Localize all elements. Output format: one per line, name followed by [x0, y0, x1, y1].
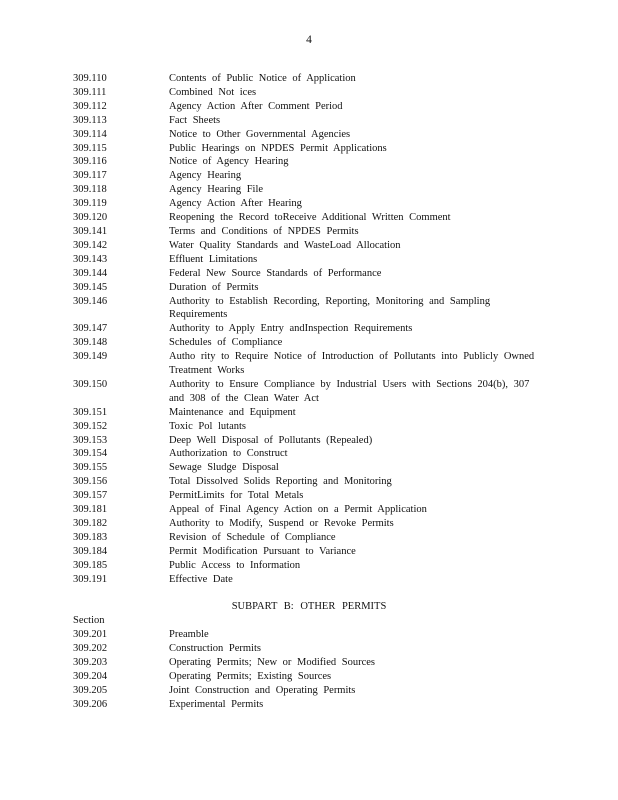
toc-row	[0, 489, 618, 503]
section-number: 309.120	[73, 212, 108, 224]
toc-row	[0, 281, 618, 295]
section-title: Agency Hearing	[169, 170, 242, 182]
section-number: 309.115	[73, 142, 107, 154]
section-title: Preamble	[169, 629, 209, 640]
section-number: 309.113	[73, 114, 107, 126]
section-title: Total Dissolved Solids Reporting and Monitoring	[169, 476, 392, 488]
section-title: Joint Construction and Operating Permits	[169, 684, 356, 696]
section-title: Notice to Other Governmental Agencies	[169, 128, 351, 140]
section-number: 309.143	[73, 253, 108, 265]
toc-row	[0, 684, 618, 698]
toc-row	[0, 461, 618, 475]
toc-row	[0, 253, 618, 267]
section-number: 309.204	[73, 670, 108, 682]
section-title: Public Hearings on NPDES Permit Applications	[169, 142, 387, 154]
toc-row	[0, 267, 618, 281]
toc-row	[0, 434, 618, 448]
toc-row	[0, 573, 618, 587]
section-number: 309.147	[73, 323, 108, 335]
toc-row	[0, 531, 618, 545]
toc-row	[0, 114, 618, 128]
toc-row	[0, 475, 618, 489]
section-title: Operating Permits; New or Modified Sources	[169, 656, 376, 668]
toc-row	[0, 698, 618, 712]
toc-row	[0, 128, 618, 142]
section-number: 309.154	[73, 448, 108, 460]
toc-row	[0, 642, 618, 656]
section-number: 309.203	[73, 656, 108, 668]
toc-row	[0, 86, 618, 100]
section-number: 309.156	[73, 476, 108, 488]
section-title: Autho rity to Require Notice of Introduction of Pollutants into Publicly Owned Treatment Works	[169, 351, 535, 377]
section-number: 309.191	[73, 573, 108, 585]
toc-row	[0, 406, 618, 420]
section-number: 309.111	[73, 86, 107, 98]
section-number: 309.141	[73, 225, 108, 237]
section-title: Agency Action After Hearing	[169, 198, 302, 210]
section-number: 309.183	[73, 531, 108, 543]
section-title: Operating Permits; Existing Sources	[169, 670, 332, 682]
section-title: Revision of Schedule of Compliance	[169, 531, 336, 543]
section-number: 309.184	[73, 545, 108, 557]
toc-row	[0, 100, 618, 114]
toc-row	[0, 670, 618, 684]
section-number: 309.114	[73, 128, 107, 140]
section-title: Appeal of Final Agency Action on a Permit Application	[169, 504, 427, 516]
section-number: 309.155	[73, 462, 108, 474]
section-title: Effective Date	[169, 573, 233, 585]
section-title: Combined Not ices	[169, 86, 257, 98]
section-title: Reopening the Record toReceive Additional Written Comment	[169, 212, 451, 224]
section-title: Public Access to Information	[169, 559, 301, 571]
section-number: 309.112	[73, 100, 107, 112]
section-title: Notice of Agency Hearing	[169, 156, 289, 168]
section-number: 309.110	[73, 73, 107, 84]
section-number: 309.119	[73, 198, 107, 210]
toc-row	[0, 322, 618, 336]
section-number: 309.148	[73, 337, 108, 349]
section-title: Authority to Ensure Compliance by Industrial Users with Sections 204(b), 307 and 308 of the Clean Water Act	[169, 378, 530, 404]
section-title: Schedules of Compliance	[169, 337, 283, 349]
toc-row	[0, 378, 618, 406]
toc-row	[0, 197, 618, 211]
section-title: Terms and Conditions of NPDES Permits	[169, 225, 359, 237]
subpart-b-heading: SUBPART B: OTHER PERMITS	[231, 601, 387, 612]
subpart-b-section-list	[0, 628, 618, 711]
section-number: 309.146	[73, 295, 108, 307]
section-title: Effluent Limitations	[169, 253, 258, 265]
toc-row	[0, 420, 618, 434]
section-title: Agency Hearing File	[169, 184, 264, 196]
section-number: 309.145	[73, 281, 108, 293]
section-title: Permit Modification Pursuant to Variance	[169, 545, 356, 557]
section-title: Contents of Public Notice of Application	[169, 73, 356, 84]
section-title: Water Quality Standards and WasteLoad Allocation	[169, 239, 401, 251]
section-number: 309.150	[73, 378, 108, 390]
page-number: 4	[306, 34, 312, 46]
section-number: 309.142	[73, 239, 108, 251]
toc-row	[0, 559, 618, 573]
section-number: 309.116	[73, 156, 107, 168]
section-title: PermitLimits for Total Metals	[169, 490, 304, 502]
section-number: 309.149	[73, 351, 108, 363]
section-number: 309.181	[73, 504, 108, 516]
section-number: 309.206	[73, 698, 108, 710]
toc-row	[0, 211, 618, 225]
section-title: Authorization to Construct	[169, 448, 288, 460]
toc-row	[0, 142, 618, 156]
section-number: 309.157	[73, 490, 108, 502]
toc-row	[0, 336, 618, 350]
toc-row	[0, 239, 618, 253]
section-number: 309.152	[73, 420, 108, 432]
section-number: 309.201	[73, 629, 108, 640]
toc-row	[0, 155, 618, 169]
toc-row	[0, 503, 618, 517]
section-number: 309.182	[73, 518, 108, 529]
toc-row	[0, 169, 618, 183]
section-title: Agency Action After Comment Period	[169, 100, 343, 112]
section-title: Sewage Sludge Disposal	[169, 462, 279, 474]
section-title: Fact Sheets	[169, 114, 221, 126]
section-number: 309.144	[73, 267, 108, 279]
section-title: Authority to Modify, Suspend or Revoke Permits	[169, 518, 394, 529]
section-title: Experimental Permits	[169, 698, 264, 710]
toc-row	[0, 350, 618, 378]
section-title: Maintenance and Equipment	[169, 406, 296, 418]
toc-row	[0, 447, 618, 461]
section-number: 309.185	[73, 559, 108, 571]
section-title: Federal New Source Standards of Performance	[169, 267, 382, 279]
toc-row	[0, 225, 618, 239]
section-column-label: Section	[73, 615, 105, 626]
section-title: Duration of Permits	[169, 281, 259, 293]
toc-row	[0, 183, 618, 197]
toc-row	[0, 517, 618, 531]
toc-row	[0, 72, 618, 86]
section-number: 309.151	[73, 406, 108, 418]
section-number: 309.118	[73, 184, 107, 196]
section-title: Authority to Apply Entry andInspection Requirements	[169, 323, 413, 335]
section-number: 309.202	[73, 642, 108, 654]
section-number: 309.205	[73, 684, 108, 696]
toc-row	[0, 545, 618, 559]
toc-row	[0, 628, 618, 642]
subpart-a-section-list	[0, 72, 618, 587]
section-title: Authority to Establish Recording, Reporting, Monitoring and Sampling Requirements	[169, 295, 491, 321]
toc-row	[0, 295, 618, 323]
section-number: 309.117	[73, 170, 107, 182]
section-title: Toxic Pol lutants	[169, 420, 247, 432]
toc-row	[0, 656, 618, 670]
section-title: Construction Permits	[169, 642, 261, 654]
section-number: 309.153	[73, 434, 108, 446]
section-title: Deep Well Disposal of Pollutants (Repealed)	[169, 434, 373, 446]
